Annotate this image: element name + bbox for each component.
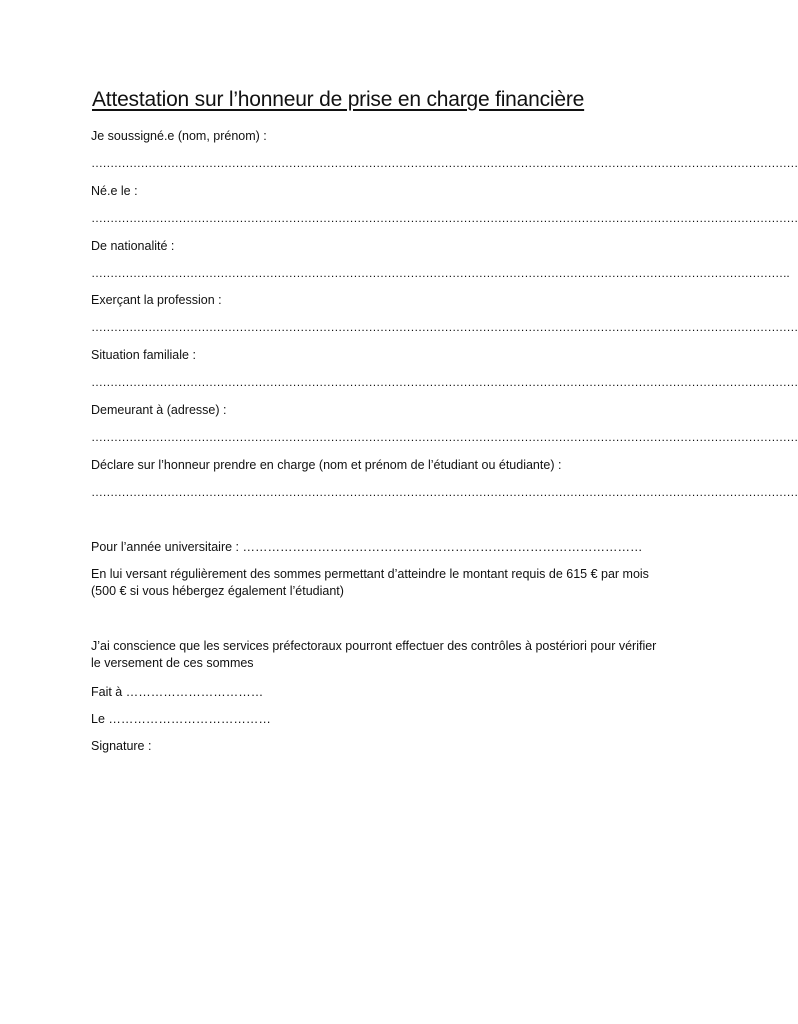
field-label-etudiant: Déclare sur l’honneur prendre en charge (nom et prénom de l’étudiant ou étudiante) : — [91, 458, 562, 472]
field-label-profession: Exerçant la profession : — [91, 293, 222, 307]
date-line: Le ………………………………… — [91, 712, 271, 726]
montant-paragraph: En lui versant régulièrement des sommes permettant d’atteindre le montant requis de 615 € par mois (500 € si vous hébergez également l’étudiant) — [91, 567, 649, 598]
field-blank-situation: …………………………………………………………………………………………………………………………………………………………………… — [91, 375, 798, 389]
field-blank-naissance: …………………………………………………………………………………………………………………………………………………………………… — [91, 211, 798, 225]
field-blank-profession: …………………………………………………………………………………………………………………………………………………………………… — [91, 320, 798, 334]
annee-universitaire: Pour l’année universitaire : …………………………………………………………………………………… — [91, 540, 643, 554]
field-label-naissance: Né.e le : — [91, 184, 138, 198]
page-title: Attestation sur l’honneur de prise en charge financière — [92, 88, 585, 111]
field-blank-nom: …………………………………………………………………………………………………………………………………………………………………… — [91, 156, 798, 170]
fait-a-line: Fait à …………………………… — [91, 685, 264, 699]
field-label-nationalite: De nationalité : — [91, 239, 175, 253]
conscience-paragraph: J’ai conscience que les services préfectoraux pourront effectuer des contrôles à postériori pour vérifier le versement de ces sommes — [91, 639, 657, 670]
field-label-situation: Situation familiale : — [91, 348, 196, 362]
field-blank-adresse: …………………………………………………………………………………………………………………………………………………………………… — [91, 430, 798, 444]
field-blank-etudiant: …………………………………………………………………………………………………………………………………………………………………… — [91, 485, 798, 499]
signature-label: Signature : — [91, 739, 152, 753]
field-blank-nationalite: …………………………………………………………………………………………………………………………………………………………………. — [91, 266, 790, 280]
field-label-nom: Je soussigné.e (nom, prénom) : — [91, 129, 267, 143]
field-label-adresse: Demeurant à (adresse) : — [91, 403, 227, 417]
